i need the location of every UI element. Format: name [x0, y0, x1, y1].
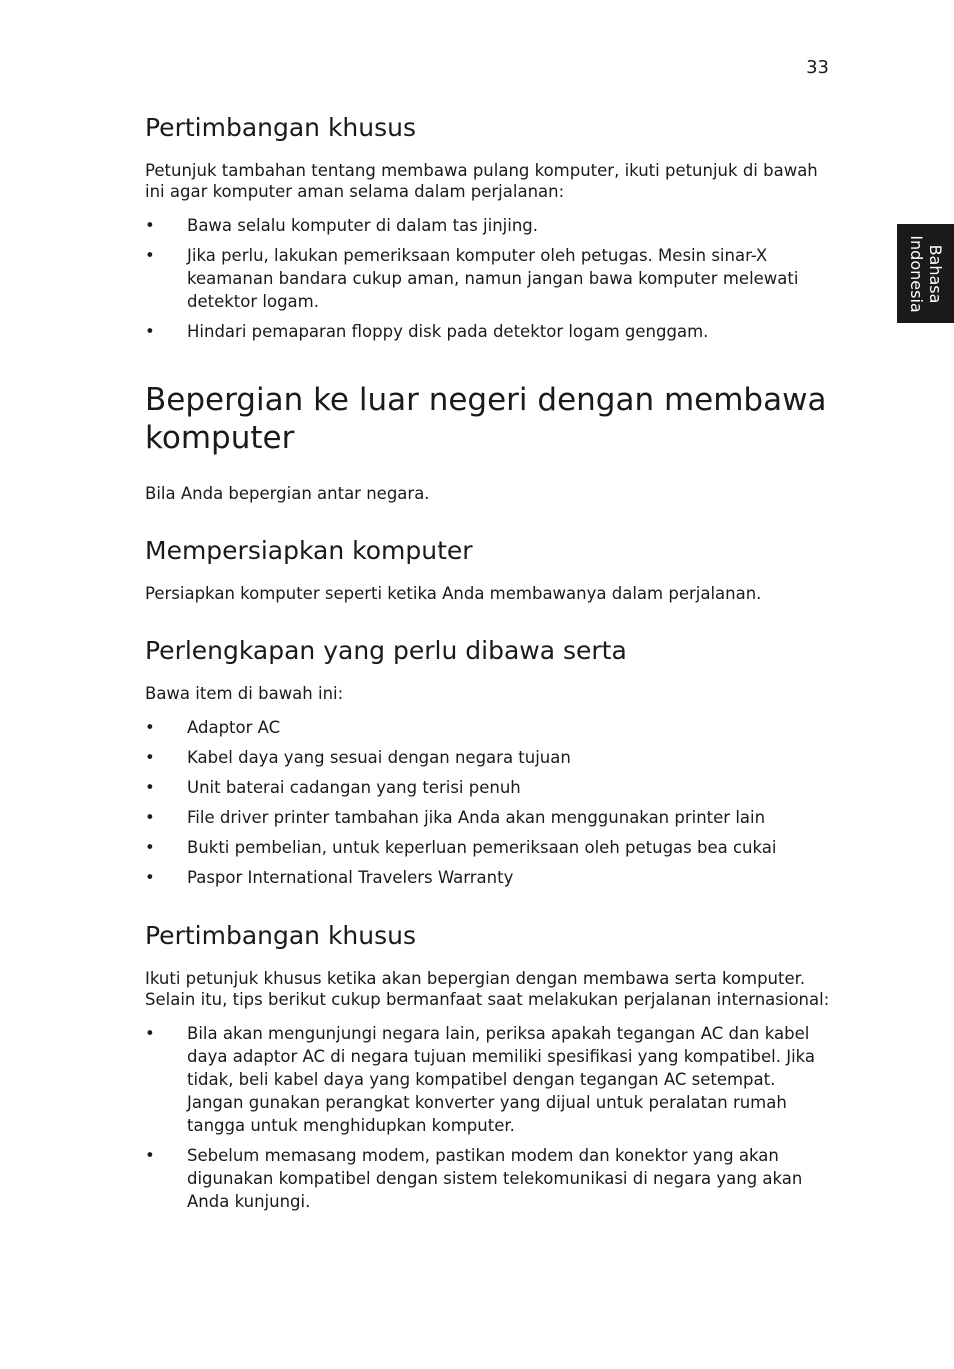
list-item: • Bila akan mengunjungi negara lain, periksa apakah tegangan AC dan kabel daya adaptor AC di negara tujuan memiliki spesifikasi yang kompatibel. Jika tidak, beli kabel daya yang kompatibel dengan tegangan AC setempat. Jangan gunakan perangkat konverter yang dijual untuk peralatan rumah tangga untuk menghidupkan komputer. — [145, 1024, 816, 1135]
bullet-icon: • — [145, 1146, 155, 1165]
bullet-icon: • — [145, 838, 155, 857]
list-item: • Paspor International Travelers Warranty — [145, 868, 514, 887]
list-item: • Sebelum memasang modem, pastikan modem dan konektor yang akan digunakan kompatibel dengan sistem telekomunikasi di negara yang akan Anda kunjungi. — [145, 1146, 803, 1211]
bullet-icon: • — [145, 718, 155, 737]
section-text: Persiapkan komputer seperti ketika Anda membawanya dalam perjalanan. — [145, 584, 762, 603]
section-intro: Bawa item di bawah ini: — [145, 684, 344, 703]
section-intro: Ikuti petunjuk khusus ketika akan bepergian dengan membawa serta komputer. Selain itu, tips berikut cukup bermanfaat saat melakukan perjalanan internasional: — [145, 969, 830, 1009]
chapter-heading-international-travel: Bepergian ke luar negeri dengan membawa komputer — [145, 382, 827, 456]
list-item: • Unit baterai cadangan yang terisi penuh — [145, 778, 521, 797]
page-number: 33 — [806, 57, 829, 78]
bullet-icon: • — [145, 778, 155, 797]
bullet-icon: • — [145, 748, 155, 767]
list-item: • Bawa selalu komputer di dalam tas jinjing. — [145, 216, 539, 235]
bullet-icon: • — [145, 322, 155, 341]
bullet-icon: • — [145, 808, 155, 827]
list-item: • Jika perlu, lakukan pemeriksaan komputer oleh petugas. Mesin sinar-X keamanan bandara cukup aman, namun jangan bawa komputer melewati detektor logam. — [145, 246, 799, 311]
list-item: • Adaptor AC — [145, 718, 281, 737]
section-heading-what-to-bring: Perlengkapan yang perlu dibawa serta — [145, 636, 627, 665]
side-tab-line-2: Indonesia — [906, 234, 926, 313]
language-side-tab-label — [907, 235, 945, 312]
list-item: • File driver printer tambahan jika Anda akan menggunakan printer lain — [145, 808, 766, 827]
bullet-list-home-travel — [145, 214, 830, 343]
section-heading-prepare-computer: Mempersiapkan komputer — [145, 536, 473, 565]
side-tab-line-1: Bahasa — [925, 244, 945, 303]
list-item: • Hindari pemaparan floppy disk pada detektor logam genggam. — [145, 322, 709, 341]
bullet-icon: • — [145, 216, 155, 235]
section-intro: Bila Anda bepergian antar negara. — [145, 484, 430, 503]
section-intro: Petunjuk tambahan tentang membawa pulang komputer, ikuti petunjuk di bawah ini agar komputer aman selama dalam perjalanan: — [145, 161, 818, 201]
list-item: • Bukti pembelian, untuk keperluan pemeriksaan oleh petugas bea cukai — [145, 838, 777, 857]
list-item: • Kabel daya yang sesuai dengan negara tujuan — [145, 748, 571, 767]
bullet-list-items-to-bring — [145, 716, 830, 889]
bullet-icon: • — [145, 246, 155, 265]
bullet-list-international-tips — [145, 1022, 830, 1213]
section-heading-special-considerations-international: Pertimbangan khusus — [145, 921, 417, 950]
bullet-icon: • — [145, 868, 155, 887]
page-content — [145, 112, 830, 1225]
section-heading-special-considerations: Pertimbangan khusus — [145, 113, 417, 142]
bullet-icon: • — [145, 1024, 155, 1043]
language-side-tab — [897, 224, 954, 323]
